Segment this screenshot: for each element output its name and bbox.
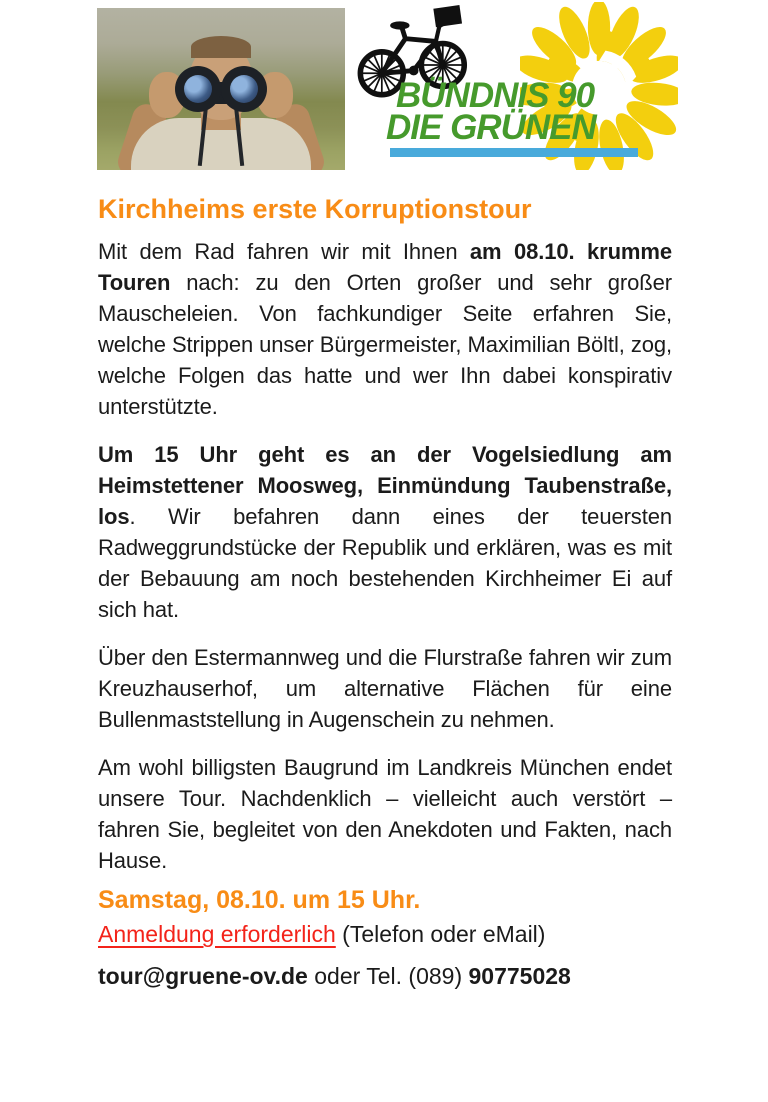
- text-run-bold: Um 15 Uhr geht es an der Vogelsiedlung am Heimstettener Moosweg, Einmündung Taubenstraße, los: [98, 442, 672, 529]
- flyer-body: [98, 192, 672, 993]
- binoculars-photo: [97, 8, 345, 170]
- header: [0, 0, 768, 180]
- binoculars-glass-right: [230, 75, 258, 103]
- paragraph-route: [98, 642, 672, 735]
- paragraph-meeting-point: [98, 439, 672, 625]
- registration-note: (Telefon oder eMail): [335, 921, 546, 947]
- paragraph-intro: [98, 236, 672, 422]
- email-link[interactable]: tour@gruene-ov.de: [98, 963, 308, 989]
- event-date-line: Samstag, 08.10. um 15 Uhr.: [98, 886, 421, 914]
- contact-separator: oder Tel. (089): [307, 963, 469, 989]
- photo-hair: [191, 36, 251, 58]
- phone-number: 90775028: [468, 963, 571, 989]
- logo-line1: BÜNDNIS 90: [396, 76, 595, 115]
- text-run: nach: zu den Orten großer und sehr großer Mauscheleien. Von fachkundiger Seite erfahren Sie, welche Strippen unser Bürgermeister, Maximilian Böltl, zog, welche Folgen das hatte und wer Ihn dabei konspirativ unterstützte.: [98, 270, 672, 419]
- contact-line: [98, 960, 672, 993]
- text-run: Am wohl billigsten Baugrund im Landkreis München endet unsere Tour. Nachdenklich – vielleicht auch verstört – fahren Sie, begleitet von den Anekdoten und Fakten, nach Hause.: [98, 755, 672, 873]
- gruene-logo: [352, 0, 682, 180]
- logo-line2: DIE GRÜNEN: [386, 108, 596, 147]
- text-run: Mit dem Rad fahren wir mit Ihnen: [98, 239, 470, 264]
- paragraph-ending: [98, 752, 672, 876]
- binoculars-glass-left: [184, 75, 212, 103]
- logo-underline-bar: [390, 148, 638, 157]
- page-title: Kirchheims erste Korruptionstour: [98, 194, 532, 224]
- text-run: . Wir befahren dann eines der teuersten Radweggrundstücke der Republik und erklären, was es mit der Bebauung am noch bestehenden Kirchheimer Ei auf sich hat.: [98, 504, 672, 622]
- registration-line: [98, 918, 672, 950]
- text-run-bold: am 08.10. krumme Touren: [98, 239, 672, 295]
- registration-link[interactable]: Anmeldung erforderlich: [98, 921, 336, 947]
- text-run: Über den Estermannweg und die Flurstraße fahren wir zum Kreuzhauserhof, um alternative Flächen für eine Bullenmaststellung in Augenschein zu nehmen.: [98, 645, 672, 732]
